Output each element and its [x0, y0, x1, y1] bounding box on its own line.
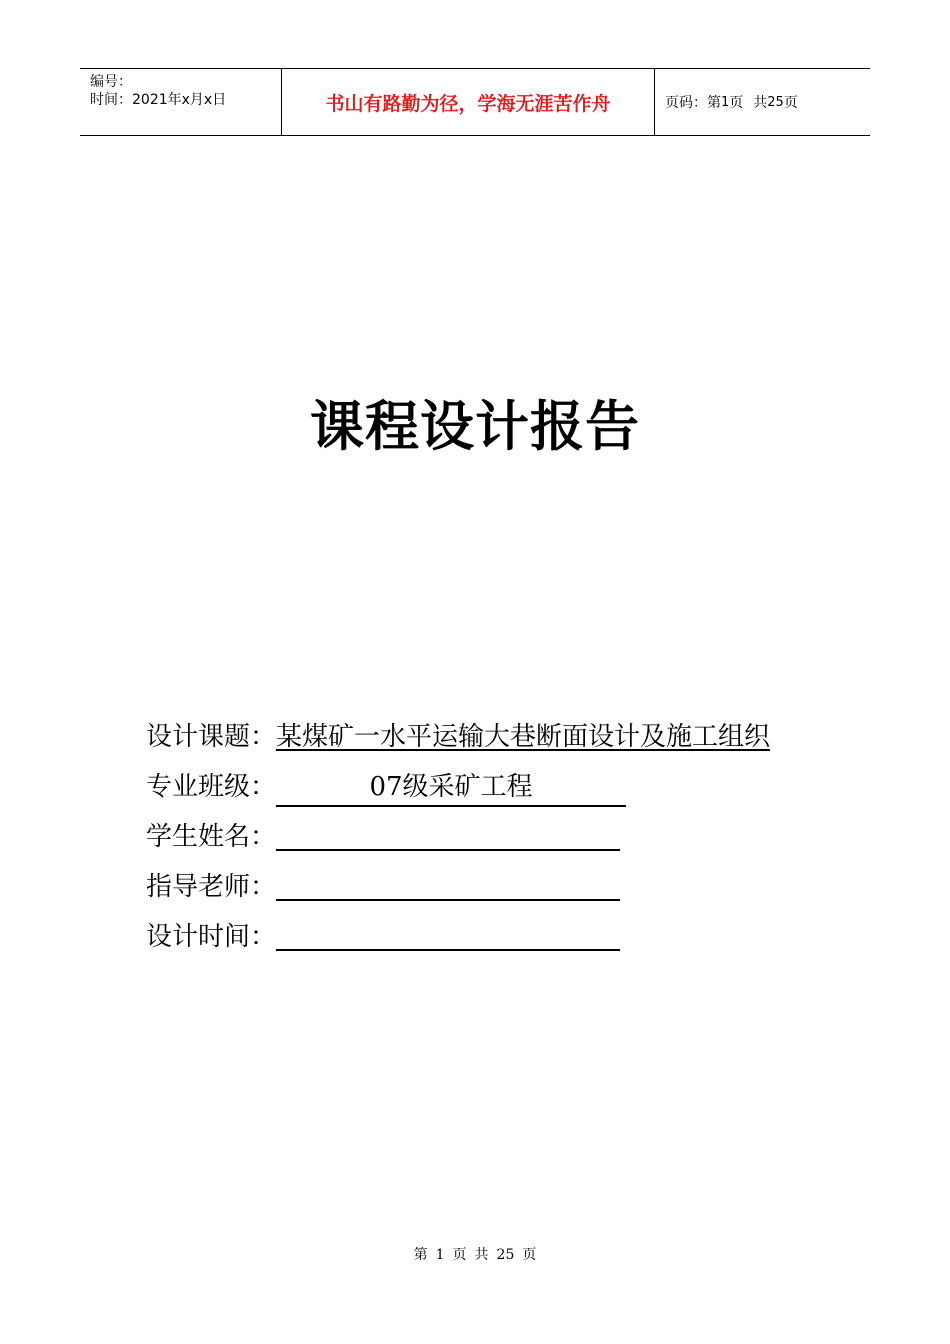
- info-fields: [146, 712, 826, 962]
- footer-page: 1: [435, 1247, 445, 1263]
- total-pages: 25: [767, 94, 784, 110]
- document-header: [80, 68, 870, 136]
- total-prefix: 共: [753, 95, 768, 111]
- page-number: 1: [721, 94, 730, 110]
- topic-label: 设计课题：: [146, 722, 277, 752]
- field-teacher: [146, 862, 826, 912]
- footer-prefix: 第: [413, 1247, 428, 1263]
- major-label: 专业班级：: [146, 772, 277, 802]
- code-label: 编号：: [90, 74, 132, 90]
- teacher-label: 指导老师：: [146, 872, 277, 902]
- teacher-blank: [276, 869, 620, 901]
- field-topic: [146, 712, 811, 762]
- time-value: 2021年x月x日: [132, 92, 227, 108]
- page-suffix: 页: [729, 95, 744, 111]
- field-student: [146, 812, 826, 862]
- student-label: 学生姓名：: [146, 822, 277, 852]
- header-page-info: [655, 69, 870, 135]
- date-label: 设计时间：: [146, 922, 277, 952]
- footer-total: 25: [496, 1247, 515, 1263]
- page-label: 页码：: [665, 95, 707, 111]
- page-footer: [0, 1244, 950, 1264]
- footer-page-unit: 页: [452, 1247, 467, 1263]
- page-prefix: 第: [707, 95, 721, 111]
- header-motto: 书山有路勤为径，学海无涯苦作舟: [281, 69, 655, 135]
- major-value: 07级采矿工程: [276, 769, 626, 807]
- total-suffix: 页: [783, 95, 798, 111]
- student-blank: [276, 819, 620, 851]
- header-meta: [80, 69, 281, 135]
- time-line: [90, 91, 281, 109]
- date-blank: [276, 919, 620, 951]
- footer-total-unit: 页: [522, 1247, 537, 1263]
- field-date: [146, 912, 826, 962]
- document-title: 课程设计报告: [310, 394, 640, 458]
- field-major: [146, 762, 826, 812]
- topic-value: 某煤矿一水平运输大巷断面设计及施工组织: [276, 722, 771, 752]
- time-label: 时间：: [90, 92, 132, 108]
- footer-total-prefix: 共: [474, 1247, 489, 1263]
